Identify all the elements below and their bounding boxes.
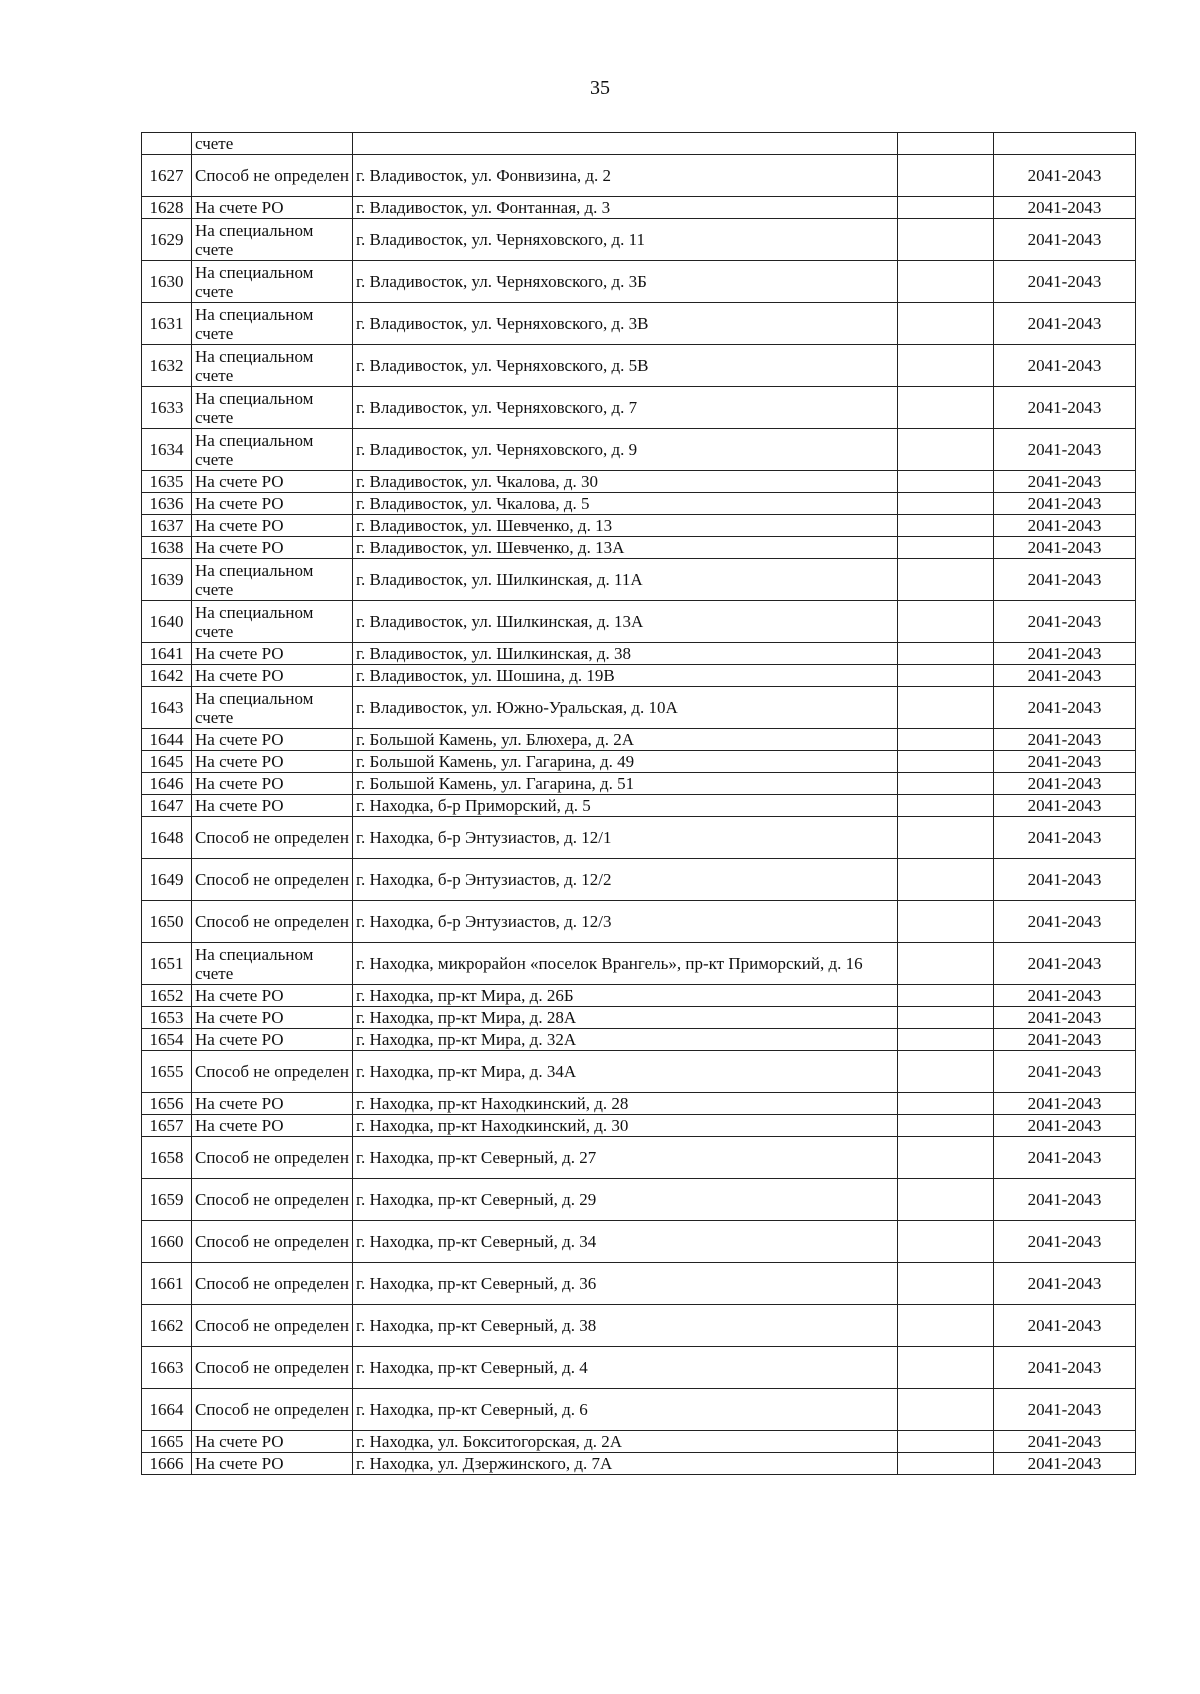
empty-cell [898, 155, 994, 197]
empty-cell [898, 901, 994, 943]
row-number-cell: 1662 [142, 1305, 192, 1347]
repair-method-cell: Способ не определен [192, 817, 353, 859]
repair-method-cell: На счете РО [192, 729, 353, 751]
repair-method-cell: На специальном счете [192, 387, 353, 429]
empty-cell [898, 1263, 994, 1305]
repair-method-cell: Способ не определен [192, 1137, 353, 1179]
table-row [142, 1115, 1136, 1137]
table-row [142, 601, 1136, 643]
repair-method-cell: Способ не определен [192, 1221, 353, 1263]
address-cell: г. Большой Камень, ул. Блюхера, д. 2А [353, 729, 898, 751]
row-number-cell: 1640 [142, 601, 192, 643]
empty-cell [898, 261, 994, 303]
empty-cell [898, 1221, 994, 1263]
empty-cell [898, 345, 994, 387]
row-number-cell: 1630 [142, 261, 192, 303]
table-row [142, 559, 1136, 601]
repair-method-cell: На счете РО [192, 773, 353, 795]
row-number-cell: 1656 [142, 1093, 192, 1115]
row-number-cell: 1647 [142, 795, 192, 817]
empty-cell [898, 687, 994, 729]
row-number-cell: 1637 [142, 515, 192, 537]
row-number-cell: 1661 [142, 1263, 192, 1305]
address-cell: г. Находка, пр-кт Находкинский, д. 28 [353, 1093, 898, 1115]
empty-cell [898, 387, 994, 429]
empty-cell [898, 429, 994, 471]
table-row [142, 197, 1136, 219]
empty-cell [898, 219, 994, 261]
address-cell: г. Находка, пр-кт Северный, д. 4 [353, 1347, 898, 1389]
row-number-cell: 1644 [142, 729, 192, 751]
table-row [142, 1221, 1136, 1263]
empty-cell [898, 773, 994, 795]
table-row [142, 303, 1136, 345]
period-cell: 2041-2043 [994, 1029, 1136, 1051]
table-row [142, 795, 1136, 817]
table-row [142, 1051, 1136, 1093]
row-number-cell: 1645 [142, 751, 192, 773]
repair-method-cell: Способ не определен [192, 1389, 353, 1431]
row-number-cell: 1650 [142, 901, 192, 943]
table-row [142, 687, 1136, 729]
address-cell: г. Находка, ул. Дзержинского, д. 7А [353, 1453, 898, 1475]
period-cell: 2041-2043 [994, 943, 1136, 985]
row-number-cell: 1660 [142, 1221, 192, 1263]
address-cell: г. Владивосток, ул. Чкалова, д. 5 [353, 493, 898, 515]
repair-method-cell: На счете РО [192, 537, 353, 559]
repair-method-cell: На специальном счете [192, 303, 353, 345]
registry-table [141, 132, 1136, 1475]
row-number-cell: 1638 [142, 537, 192, 559]
period-cell: 2041-2043 [994, 817, 1136, 859]
period-cell: 2041-2043 [994, 1389, 1136, 1431]
address-cell: г. Владивосток, ул. Черняховского, д. 9 [353, 429, 898, 471]
period-cell: 2041-2043 [994, 643, 1136, 665]
table-row [142, 537, 1136, 559]
empty-cell [898, 1029, 994, 1051]
address-cell: г. Находка, пр-кт Северный, д. 6 [353, 1389, 898, 1431]
table-row [142, 985, 1136, 1007]
empty-cell [898, 1389, 994, 1431]
address-cell: г. Владивосток, ул. Фонтанная, д. 3 [353, 197, 898, 219]
period-cell: 2041-2043 [994, 537, 1136, 559]
empty-cell [898, 1179, 994, 1221]
address-cell: г. Находка, пр-кт Мира, д. 34А [353, 1051, 898, 1093]
period-cell: 2041-2043 [994, 773, 1136, 795]
address-cell: г. Владивосток, ул. Шошина, д. 19В [353, 665, 898, 687]
table-row [142, 155, 1136, 197]
repair-method-cell: На специальном счете [192, 219, 353, 261]
row-number-cell: 1643 [142, 687, 192, 729]
address-cell: г. Находка, пр-кт Находкинский, д. 30 [353, 1115, 898, 1137]
repair-method-cell: Способ не определен [192, 901, 353, 943]
row-number-cell: 1657 [142, 1115, 192, 1137]
repair-method-cell: На счете РО [192, 1453, 353, 1475]
period-cell: 2041-2043 [994, 155, 1136, 197]
empty-cell [898, 601, 994, 643]
repair-method-cell: На специальном счете [192, 429, 353, 471]
repair-method-cell: На счете РО [192, 197, 353, 219]
empty-cell [898, 197, 994, 219]
table-row [142, 729, 1136, 751]
row-number-cell: 1641 [142, 643, 192, 665]
repair-method-cell: На счете РО [192, 471, 353, 493]
table-row [142, 387, 1136, 429]
address-cell: г. Владивосток, ул. Шилкинская, д. 38 [353, 643, 898, 665]
empty-cell [898, 1115, 994, 1137]
empty-cell [898, 643, 994, 665]
continuation-period-cell [994, 133, 1136, 155]
address-cell: г. Владивосток, ул. Черняховского, д. 3Б [353, 261, 898, 303]
page-number: 35 [590, 77, 610, 99]
repair-method-cell: На счете РО [192, 1093, 353, 1115]
repair-method-cell: На счете РО [192, 751, 353, 773]
empty-cell [898, 303, 994, 345]
row-number-cell: 1631 [142, 303, 192, 345]
address-cell: г. Находка, пр-кт Мира, д. 26Б [353, 985, 898, 1007]
address-cell: г. Находка, ул. Бокситогорская, д. 2А [353, 1431, 898, 1453]
address-cell: г. Большой Камень, ул. Гагарина, д. 51 [353, 773, 898, 795]
repair-method-cell: На счете РО [192, 1431, 353, 1453]
repair-method-cell: На счете РО [192, 1115, 353, 1137]
registry-table-body [142, 133, 1136, 1475]
row-number-cell: 1665 [142, 1431, 192, 1453]
continuation-row [142, 133, 1136, 155]
table-row [142, 1305, 1136, 1347]
row-number-cell: 1636 [142, 493, 192, 515]
table-row [142, 817, 1136, 859]
table-row [142, 859, 1136, 901]
period-cell: 2041-2043 [994, 429, 1136, 471]
address-cell: г. Находка, б-р Энтузиастов, д. 12/1 [353, 817, 898, 859]
period-cell: 2041-2043 [994, 1137, 1136, 1179]
period-cell: 2041-2043 [994, 901, 1136, 943]
address-cell: г. Находка, пр-кт Северный, д. 34 [353, 1221, 898, 1263]
repair-method-cell: На специальном счете [192, 943, 353, 985]
empty-cell [898, 559, 994, 601]
table-row [142, 1263, 1136, 1305]
row-number-cell: 1648 [142, 817, 192, 859]
address-cell: г. Владивосток, ул. Шевченко, д. 13А [353, 537, 898, 559]
period-cell: 2041-2043 [994, 1179, 1136, 1221]
period-cell: 2041-2043 [994, 751, 1136, 773]
empty-cell [898, 665, 994, 687]
table-row [142, 643, 1136, 665]
address-cell: г. Владивосток, ул. Фонвизина, д. 2 [353, 155, 898, 197]
period-cell: 2041-2043 [994, 261, 1136, 303]
repair-method-cell: На счете РО [192, 493, 353, 515]
repair-method-cell: На специальном счете [192, 601, 353, 643]
period-cell: 2041-2043 [994, 1431, 1136, 1453]
table-row [142, 773, 1136, 795]
address-cell: г. Владивосток, ул. Южно-Уральская, д. 10А [353, 687, 898, 729]
period-cell: 2041-2043 [994, 1305, 1136, 1347]
repair-method-cell: На счете РО [192, 1007, 353, 1029]
empty-cell [898, 817, 994, 859]
repair-method-cell: На специальном счете [192, 261, 353, 303]
repair-method-cell: Способ не определен [192, 1263, 353, 1305]
period-cell: 2041-2043 [994, 687, 1136, 729]
row-number-cell: 1659 [142, 1179, 192, 1221]
row-number-cell: 1652 [142, 985, 192, 1007]
row-number-cell: 1654 [142, 1029, 192, 1051]
repair-method-cell: На счете РО [192, 795, 353, 817]
repair-method-cell: На специальном счете [192, 559, 353, 601]
period-cell: 2041-2043 [994, 387, 1136, 429]
empty-cell [898, 1305, 994, 1347]
period-cell: 2041-2043 [994, 665, 1136, 687]
continuation-num-cell [142, 133, 192, 155]
row-number-cell: 1658 [142, 1137, 192, 1179]
table-row [142, 345, 1136, 387]
period-cell: 2041-2043 [994, 197, 1136, 219]
period-cell: 2041-2043 [994, 859, 1136, 901]
row-number-cell: 1635 [142, 471, 192, 493]
period-cell: 2041-2043 [994, 219, 1136, 261]
empty-cell [898, 1007, 994, 1029]
period-cell: 2041-2043 [994, 601, 1136, 643]
row-number-cell: 1628 [142, 197, 192, 219]
period-cell: 2041-2043 [994, 471, 1136, 493]
table-row [142, 1431, 1136, 1453]
address-cell: г. Владивосток, ул. Черняховского, д. 11 [353, 219, 898, 261]
period-cell: 2041-2043 [994, 559, 1136, 601]
table-row [142, 493, 1136, 515]
table-row [142, 901, 1136, 943]
repair-method-cell: Способ не определен [192, 155, 353, 197]
address-cell: г. Владивосток, ул. Черняховского, д. 3В [353, 303, 898, 345]
period-cell: 2041-2043 [994, 1115, 1136, 1137]
address-cell: г. Владивосток, ул. Чкалова, д. 30 [353, 471, 898, 493]
table-row [142, 1093, 1136, 1115]
period-cell: 2041-2043 [994, 1347, 1136, 1389]
table-row [142, 471, 1136, 493]
period-cell: 2041-2043 [994, 515, 1136, 537]
table-row [142, 751, 1136, 773]
repair-method-cell: Способ не определен [192, 1051, 353, 1093]
repair-method-cell: На счете РО [192, 1029, 353, 1051]
table-row [142, 429, 1136, 471]
empty-cell [898, 795, 994, 817]
address-cell: г. Находка, пр-кт Северный, д. 38 [353, 1305, 898, 1347]
repair-method-cell: Способ не определен [192, 859, 353, 901]
repair-method-cell: Способ не определен [192, 1179, 353, 1221]
period-cell: 2041-2043 [994, 1007, 1136, 1029]
address-cell: г. Владивосток, ул. Шилкинская, д. 11А [353, 559, 898, 601]
period-cell: 2041-2043 [994, 1221, 1136, 1263]
row-number-cell: 1666 [142, 1453, 192, 1475]
row-number-cell: 1634 [142, 429, 192, 471]
period-cell: 2041-2043 [994, 985, 1136, 1007]
table-row [142, 1389, 1136, 1431]
table-row [142, 261, 1136, 303]
row-number-cell: 1649 [142, 859, 192, 901]
row-number-cell: 1633 [142, 387, 192, 429]
table-row [142, 1137, 1136, 1179]
row-number-cell: 1627 [142, 155, 192, 197]
address-cell: г. Находка, микрорайон «поселок Врангель», пр-кт Приморский, д. 16 [353, 943, 898, 985]
repair-method-cell: На счете РО [192, 515, 353, 537]
row-number-cell: 1651 [142, 943, 192, 985]
period-cell: 2041-2043 [994, 1093, 1136, 1115]
empty-cell [898, 1431, 994, 1453]
row-number-cell: 1646 [142, 773, 192, 795]
empty-cell [898, 515, 994, 537]
table-row [142, 665, 1136, 687]
row-number-cell: 1629 [142, 219, 192, 261]
address-cell: г. Находка, пр-кт Северный, д. 36 [353, 1263, 898, 1305]
repair-method-cell: На специальном счете [192, 687, 353, 729]
table-row [142, 943, 1136, 985]
row-number-cell: 1639 [142, 559, 192, 601]
period-cell: 2041-2043 [994, 1263, 1136, 1305]
address-cell: г. Находка, пр-кт Северный, д. 29 [353, 1179, 898, 1221]
repair-method-cell: Способ не определен [192, 1305, 353, 1347]
period-cell: 2041-2043 [994, 1453, 1136, 1475]
address-cell: г. Находка, пр-кт Северный, д. 27 [353, 1137, 898, 1179]
table-row [142, 515, 1136, 537]
table-row [142, 219, 1136, 261]
repair-method-cell: На счете РО [192, 985, 353, 1007]
table-row [142, 1029, 1136, 1051]
address-cell: г. Владивосток, ул. Черняховского, д. 7 [353, 387, 898, 429]
address-cell: г. Находка, б-р Энтузиастов, д. 12/2 [353, 859, 898, 901]
repair-method-cell: На счете РО [192, 665, 353, 687]
row-number-cell: 1655 [142, 1051, 192, 1093]
row-number-cell: 1653 [142, 1007, 192, 1029]
empty-cell [898, 1051, 994, 1093]
empty-cell [898, 537, 994, 559]
repair-method-cell: На специальном счете [192, 345, 353, 387]
period-cell: 2041-2043 [994, 345, 1136, 387]
empty-cell [898, 1137, 994, 1179]
address-cell: г. Большой Камень, ул. Гагарина, д. 49 [353, 751, 898, 773]
address-cell: г. Владивосток, ул. Шевченко, д. 13 [353, 515, 898, 537]
empty-cell [898, 985, 994, 1007]
row-number-cell: 1664 [142, 1389, 192, 1431]
row-number-cell: 1632 [142, 345, 192, 387]
address-cell: г. Владивосток, ул. Черняховского, д. 5В [353, 345, 898, 387]
table-row [142, 1179, 1136, 1221]
continuation-empty-cell [898, 133, 994, 155]
table-row [142, 1347, 1136, 1389]
continuation-method-cell: счете [192, 133, 353, 155]
repair-method-cell: На счете РО [192, 643, 353, 665]
empty-cell [898, 729, 994, 751]
repair-method-cell: Способ не определен [192, 1347, 353, 1389]
empty-cell [898, 471, 994, 493]
period-cell: 2041-2043 [994, 729, 1136, 751]
row-number-cell: 1642 [142, 665, 192, 687]
period-cell: 2041-2043 [994, 1051, 1136, 1093]
address-cell: г. Находка, б-р Приморский, д. 5 [353, 795, 898, 817]
empty-cell [898, 751, 994, 773]
address-cell: г. Находка, б-р Энтузиастов, д. 12/3 [353, 901, 898, 943]
period-cell: 2041-2043 [994, 303, 1136, 345]
period-cell: 2041-2043 [994, 795, 1136, 817]
table-row [142, 1007, 1136, 1029]
period-cell: 2041-2043 [994, 493, 1136, 515]
address-cell: г. Находка, пр-кт Мира, д. 32А [353, 1029, 898, 1051]
empty-cell [898, 1453, 994, 1475]
table-row [142, 1453, 1136, 1475]
row-number-cell: 1663 [142, 1347, 192, 1389]
empty-cell [898, 859, 994, 901]
empty-cell [898, 943, 994, 985]
empty-cell [898, 493, 994, 515]
continuation-address-cell [353, 133, 898, 155]
address-cell: г. Владивосток, ул. Шилкинская, д. 13А [353, 601, 898, 643]
address-cell: г. Находка, пр-кт Мира, д. 28А [353, 1007, 898, 1029]
empty-cell [898, 1347, 994, 1389]
empty-cell [898, 1093, 994, 1115]
